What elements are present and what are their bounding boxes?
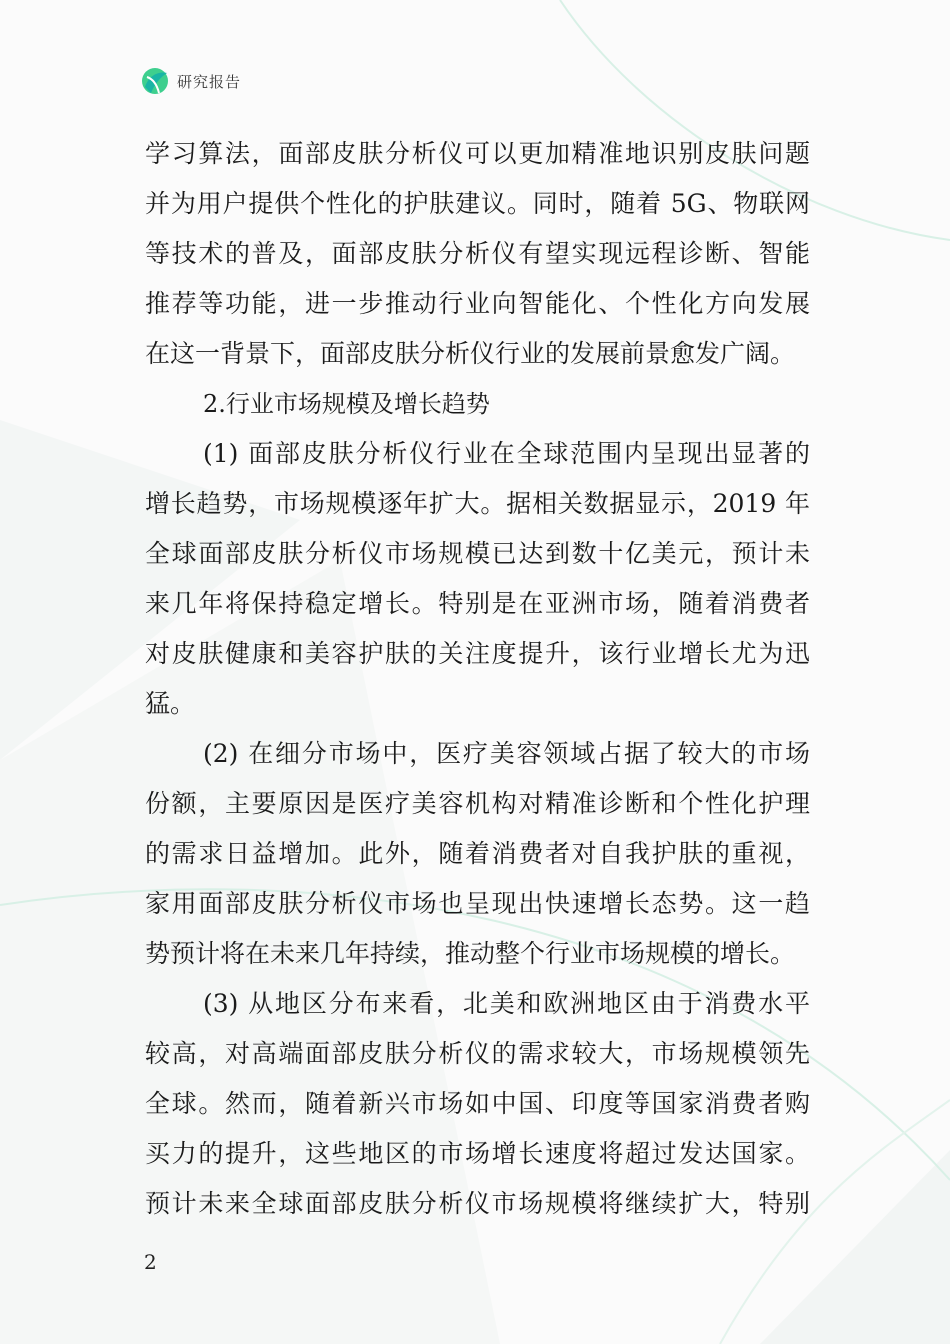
text-line: (2) 在细分市场中，医疗美容领域占据了较大的市场 <box>203 739 810 768</box>
text-line: 并为用户提供个性化的护肤建议。同时，随着 5G、物联网 <box>145 189 810 218</box>
leaf-logo-icon <box>141 67 169 95</box>
text-line: 买力的提升，这些地区的市场增长速度将超过发达国家。 <box>145 1139 810 1168</box>
text-line: 势预计将在未来几年持续，推动整个行业市场规模的增长。 <box>145 939 796 968</box>
text-line: 等技术的普及，面部皮肤分析仪有望实现远程诊断、智能 <box>145 239 810 268</box>
text-line: 来几年将保持稳定增长。特别是在亚洲市场，随着消费者 <box>145 589 810 618</box>
section-heading: 2.行业市场规模及增长趋势 <box>203 390 490 418</box>
document-body <box>145 129 810 1229</box>
text-line: 猛。 <box>145 689 196 718</box>
text-line: 全球面部皮肤分析仪市场规模已达到数十亿美元，预计未 <box>145 539 810 568</box>
text-line: 推荐等功能，进一步推动行业向智能化、个性化方向发展 <box>145 289 810 318</box>
text-line: 全球。然而，随着新兴市场如中国、印度等国家消费者购 <box>145 1089 810 1118</box>
text-line: (3) 从地区分布来看，北美和欧洲地区由于消费水平 <box>203 989 810 1018</box>
header-title: 研究报告 <box>177 72 242 91</box>
text-line: 学习算法，面部皮肤分析仪可以更加精准地识别皮肤问题 <box>145 139 810 168</box>
report-header <box>141 66 241 96</box>
page-number: 2 <box>144 1250 157 1274</box>
text-line: 家用面部皮肤分析仪市场也呈现出快速增长态势。这一趋 <box>145 889 810 918</box>
text-line: 增长趋势，市场规模逐年扩大。据相关数据显示，2019 年 <box>145 489 810 518</box>
text-line: 份额，主要原因是医疗美容机构对精准诊断和个性化护理 <box>145 789 810 818</box>
text-line: 预计未来全球面部皮肤分析仪市场规模将继续扩大，特别 <box>145 1189 810 1218</box>
text-line: 的需求日益增加。此外，随着消费者对自我护肤的重视， <box>145 839 810 868</box>
text-line: 较高，对高端面部皮肤分析仪的需求较大，市场规模领先 <box>145 1039 810 1068</box>
text-line: 对皮肤健康和美容护肤的关注度提升，该行业增长尤为迅 <box>145 639 810 668</box>
text-line: (1) 面部皮肤分析仪行业在全球范围内呈现出显著的 <box>203 439 810 468</box>
text-line: 在这一背景下，面部皮肤分析仪行业的发展前景愈发广阔。 <box>145 339 796 368</box>
